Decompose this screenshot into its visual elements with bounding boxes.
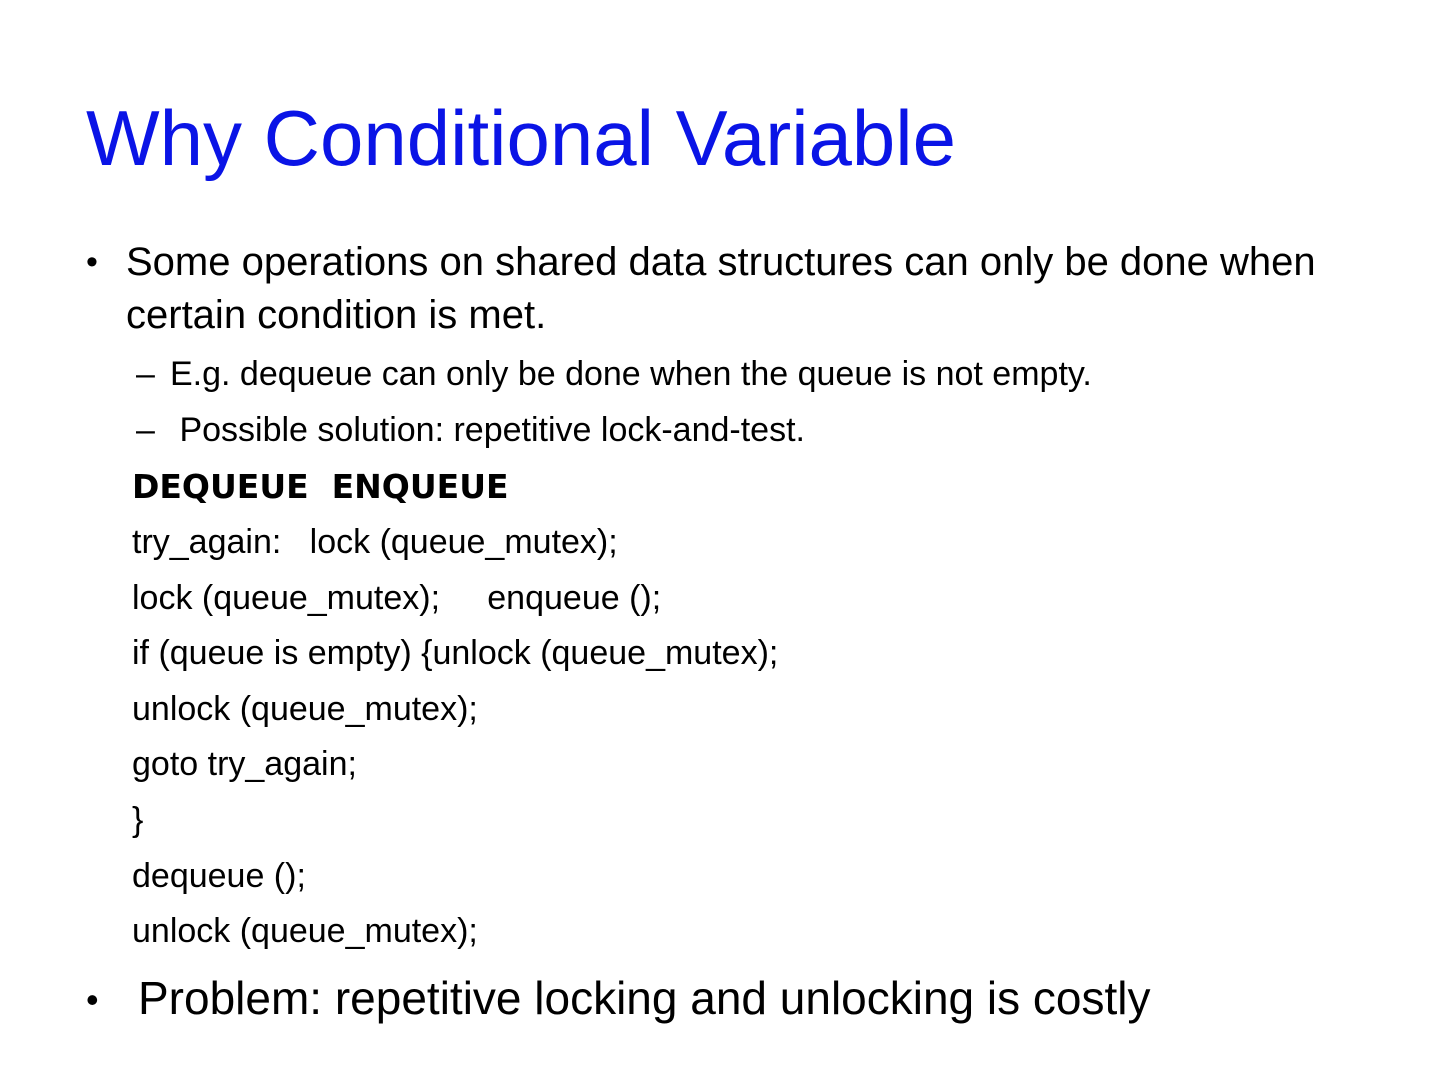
code-line: unlock (queue_mutex); (132, 912, 478, 950)
sub-bullet-text: Possible solution: repetitive lock-and-test. (170, 411, 805, 449)
bullet-marker: • (86, 243, 98, 281)
code-line: unlock (queue_mutex); (132, 690, 478, 728)
bullet-text: Some operations on shared data structures can only be done when certain condition is met. (126, 240, 1316, 337)
code-line: dequeue (); (132, 857, 306, 895)
code-line: goto try_again; (132, 745, 357, 783)
code-header: DEQUEUE ENQUEUE (132, 467, 509, 506)
sub-bullet-marker: – (136, 411, 155, 449)
sub-bullet-item (136, 408, 805, 452)
code-line: if (queue is empty) {unlock (queue_mutex); (132, 634, 779, 672)
bullet-marker: • (86, 979, 99, 1020)
slide-title: Why Conditional Variable (86, 94, 956, 182)
code-line: lock (queue_mutex); enqueue (); (132, 579, 662, 617)
sub-bullet-text: E.g. dequeue can only be done when the queue is not empty. (170, 355, 1092, 393)
sub-bullet-marker: – (136, 355, 155, 393)
bullet-text: Problem: repetitive locking and unlocking is costly (138, 972, 1151, 1024)
code-line: } (132, 801, 144, 839)
code-line: try_again: lock (queue_mutex); (132, 523, 618, 561)
sub-bullet-item (136, 352, 1092, 396)
